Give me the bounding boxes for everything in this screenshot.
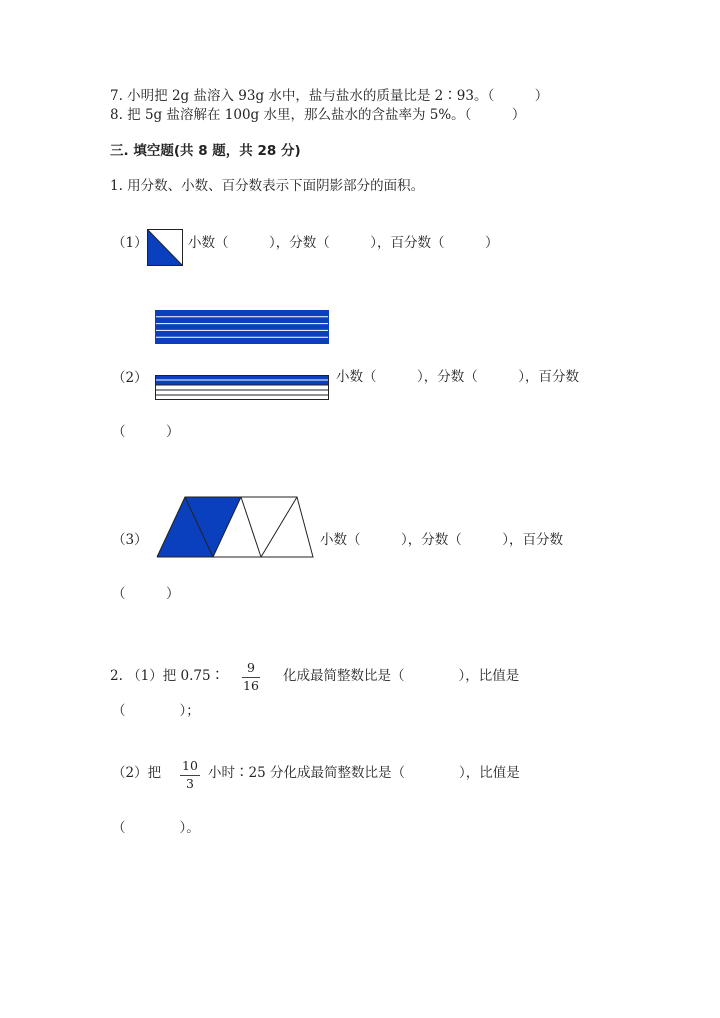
question-7: 7. 小明把 2g 盐溶入 93g 水中，盐与盐水的质量比是 2∶93。（ ）	[110, 88, 549, 104]
fraction-numerator: 9	[247, 660, 255, 675]
fraction-denominator: 3	[186, 775, 194, 791]
q1-part2-tail: （ ）	[112, 424, 180, 440]
q1-part2-blanks: 小数（ ），分数（ ），百分数	[336, 369, 579, 385]
q2-part2-tail: （ ）。	[112, 820, 200, 836]
fig3-triangle-edge	[261, 497, 297, 557]
q2-part1-suffix: 化成最简整数比是（ ），比值是	[283, 668, 520, 684]
q2-part1-fraction	[242, 662, 260, 692]
fraction-denominator: 16	[243, 677, 259, 693]
q2-part1-tail: （ ）；	[112, 703, 200, 719]
fig2a-stripes-fill	[155, 310, 329, 344]
fig3-triangle-edge	[241, 497, 261, 557]
fig2a-stripe-diagram	[155, 310, 329, 344]
q1-part3-label: （3）	[112, 532, 148, 548]
q2-part1-prefix: 2. （1）把 0.75∶	[110, 668, 225, 684]
q1-part3-blanks: 小数（ ），分数（ ），百分数	[320, 532, 563, 548]
q2-part2-prefix: （2）把	[112, 765, 162, 781]
fig3-triangle-diagram	[155, 495, 315, 560]
q2-part2-fraction	[180, 760, 200, 790]
q1-part1-label: （1）	[112, 235, 148, 251]
section-heading: 三. 填空题(共 8 题，共 28 分)	[110, 143, 301, 159]
question-8: 8. 把 5g 盐溶解在 100g 水里，那么盐水的含盐率为 5%。（ ）	[110, 107, 526, 123]
q1-part1-blanks: 小数（ ），分数（ ），百分数（ ）	[188, 235, 499, 251]
q1-part2-label: （2）	[112, 370, 148, 386]
q2-part2-suffix: 小时∶25 分化成最简整数比是（ ），比值是	[208, 765, 520, 781]
fig2b-stripe-diagram	[155, 375, 329, 400]
fraction-numerator: 10	[182, 758, 198, 773]
fig1-square-diagram	[147, 229, 183, 266]
q1-part3-tail: （ ）	[112, 586, 180, 602]
question-1-stem: 1. 用分数、小数、百分数表示下面阴影部分的面积。	[110, 178, 425, 194]
